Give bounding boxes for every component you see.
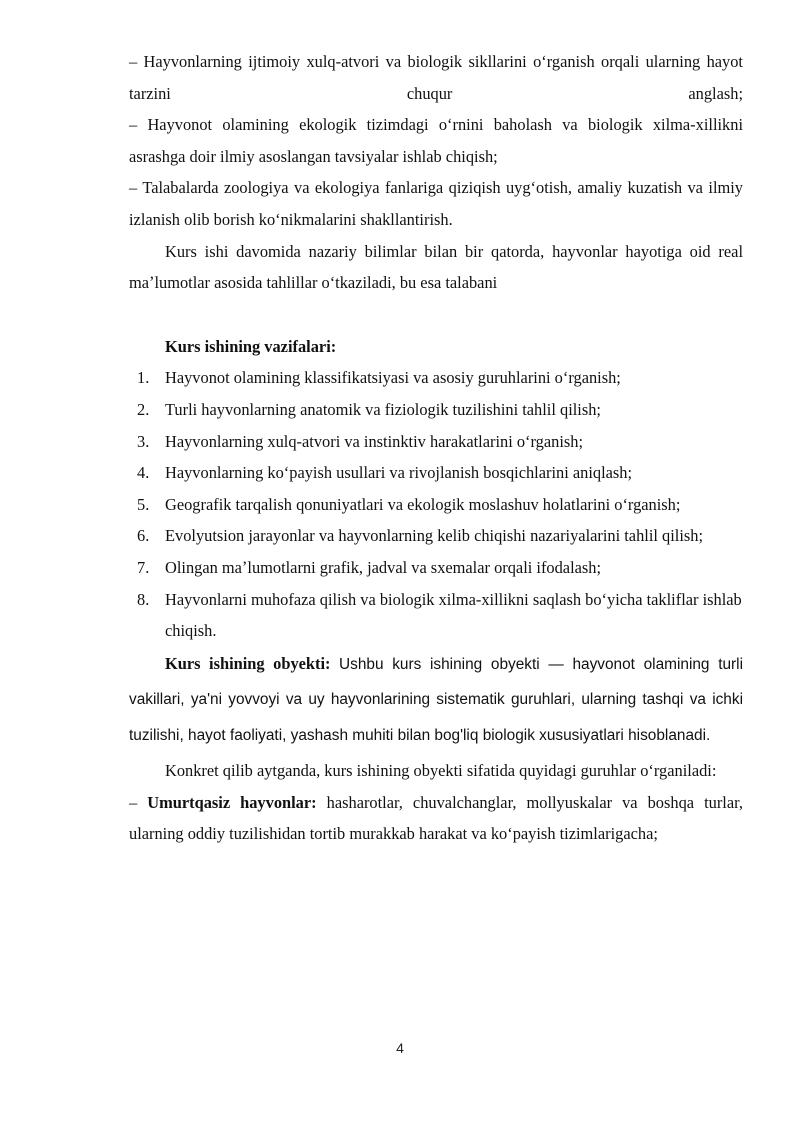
- task-item: [129, 394, 743, 426]
- object-text: Ushbu kurs ishining obyekti — hayvonot olamining turli vakillari, ya'ni yovvoyi va uy hayvonlarining sistematik guruhlari, ularning tashqi va ichki tuzilishi, hayot faoliyati, yashash muhiti bilan bog'liq biologik xususiyatlari hisoblanadi.: [129, 655, 743, 744]
- bullet-ecosystem-role: – Hayvonot olamining ekologik tizimdagi oʻrnini baholash va biologik xilma-xillikni asrashga doir ilmiy asoslangan tavsiyalar ishlab chiqish;: [129, 115, 743, 166]
- task-text: Geografik tarqalish qonuniyatlari va ekologik moslashuv holatlarini oʻrganish;: [165, 494, 681, 514]
- task-text: Hayvonlarning xulq-atvori va instinktiv harakatlarini oʻrganish;: [165, 431, 584, 451]
- object-label: Kurs ishining obyekti:: [165, 653, 331, 673]
- invertebrates-text: hasharotlar, chuvalchanglar, mollyuskalar va boshqa turlar, ularning oddiy tuzilishidan tortib murakkab harakat va koʻpayish tizimlarigacha;: [129, 792, 744, 844]
- task-item: [129, 457, 743, 489]
- bullet-social-behaviour: – Hayvonlarning ijtimoiy xulq-atvori va biologik sikllarini oʻrganish orqali ularning hayot tarzini chuqur anglash;: [129, 52, 743, 103]
- page-content: [129, 46, 743, 850]
- tasks-heading: Kurs ishining vazifalari:: [165, 336, 337, 356]
- task-number: 2.: [137, 399, 150, 419]
- page-number: 4: [396, 1040, 404, 1056]
- task-item: [129, 520, 743, 552]
- task-item: [129, 426, 743, 458]
- invertebrates-label: Umurtqasiz hayvonlar:: [147, 792, 317, 812]
- paragraph-gap: [129, 299, 743, 331]
- task-item: [129, 489, 743, 521]
- task-number: 6.: [137, 526, 150, 546]
- task-text: Evolyutsion jarayonlar va hayvonlarning kelib chiqishi nazariyalarini tahlil qilish;: [165, 526, 704, 546]
- object-paragraph: [129, 647, 743, 754]
- task-item: [129, 362, 743, 394]
- task-text: Turli hayvonlarning anatomik va fiziologik tuzilishini tahlil qilish;: [165, 399, 601, 419]
- bullet-student-interest: – Talabalarda zoologiya va ekologiya fanlariga qiziqish uygʻotish, amaliy kuzatish va ilmiy izlanish olib borish koʻnikmalarini shakllantirish.: [129, 178, 743, 229]
- task-item: [129, 584, 743, 647]
- invertebrates-paragraph: [129, 787, 743, 850]
- task-number: 7.: [137, 557, 150, 577]
- task-text: Olingan maʼlumotlarni grafik, jadval va sxemalar orqali ifodalash;: [165, 557, 602, 577]
- task-number: 3.: [137, 431, 150, 451]
- tasks-list: [129, 362, 743, 646]
- task-text: Hayvonlarni muhofaza qilish va biologik xilma-xillikni saqlash boʻyicha takliflar ishlab chiqish.: [165, 589, 742, 641]
- task-number: 8.: [137, 589, 150, 609]
- task-number: 1.: [137, 368, 150, 388]
- invertebrates-dash: –: [129, 792, 148, 812]
- task-number: 5.: [137, 494, 150, 514]
- intro-paragraph: Kurs ishi davomida nazariy bilimlar bilan bir qatorda, hayvonlar hayotiga oid real maʼlumotlar asosida tahlillar oʻtkaziladi, bu esa talabani: [129, 241, 743, 293]
- task-text: Hayvonot olamining klassifikatsiyasi va asosiy guruhlarini oʻrganish;: [165, 368, 621, 388]
- task-item: [129, 552, 743, 584]
- specific-paragraph: Konkret qilib aytganda, kurs ishining obyekti sifatida quyidagi guruhlar oʻrganiladi:: [165, 761, 717, 781]
- task-text: Hayvonlarning koʻpayish usullari va rivojlanish bosqichlarini aniqlash;: [165, 463, 633, 483]
- task-number: 4.: [137, 463, 150, 483]
